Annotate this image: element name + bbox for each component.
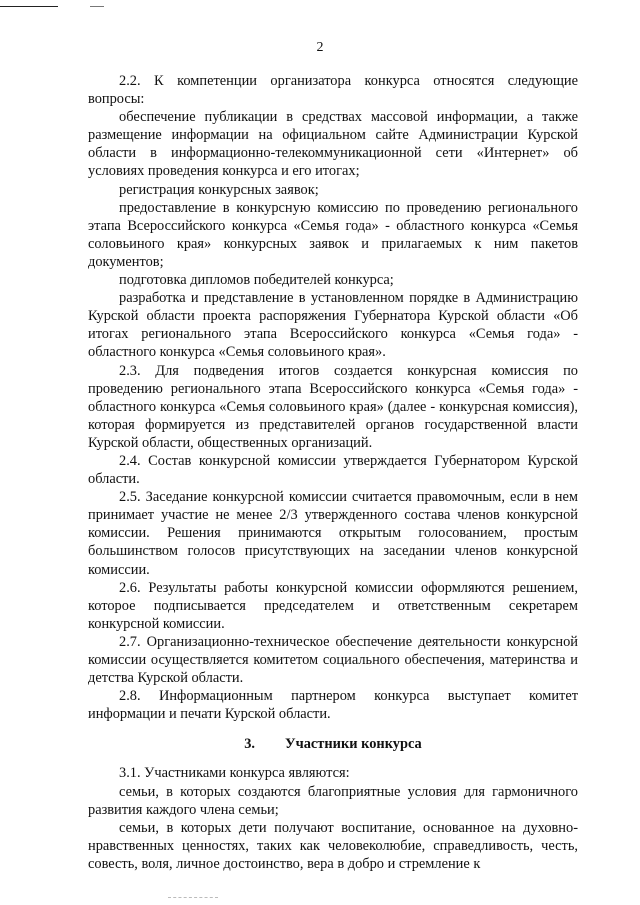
paragraph-2-5: 2.5. Заседание конкурсной комиссии считается правомочным, если в нем принимает участие не менее 2/3 утвержденного состава членов конкурсной комиссии. Решения принимаются открытым голосованием, простым большинством голосов присутствующих на заседании членов конкурсной комиссии.: [88, 489, 578, 578]
page-number: 2: [316, 40, 324, 55]
section-number: 3.: [244, 736, 256, 753]
paragraph-2-2: 2.2. К компетенции организатора конкурса относятся следующие вопросы:: [88, 73, 578, 108]
paragraph-2-4: 2.4. Состав конкурсной комиссии утверждается Губернатором Курской области.: [88, 452, 578, 488]
document-body: [88, 72, 578, 873]
paragraph-duty-decree: разработка и представление в установленном порядке в Администрацию Курской области проекта распоряжения Губернатора Курской области «Об итогах регионального этапа Всероссийского конкурса «Семья года» - областного конкурса «Семья соловьиного края».: [88, 290, 578, 361]
section-title: Участники конкурса: [285, 736, 422, 753]
paragraph-2-6: 2.6. Результаты работы конкурсной комиссии оформляются решением, которое подписывается председателем и ответственным секретарем конкурсной комиссии.: [88, 579, 578, 632]
paragraph-duty-publication: обеспечение публикации в средствах массовой информации, а также размещение информации на официальном сайте Администрации Курской области в информационно-телекоммуникационной сети «Интернет» об условиях проведения конкурса и его итогах;: [88, 109, 578, 180]
paragraph-participants-harmony: семьи, в которых создаются благоприятные условия для гармоничного развития каждого члена семьи;: [88, 783, 578, 818]
section-heading: [88, 735, 578, 753]
paragraph-2-3: 2.3. Для подведения итогов создается конкурсная комиссия по проведению регионального этапа Всероссийского конкурса «Семья года» - областного конкурса «Семья соловьиного края» (далее - конкурсная комиссия), которая формируется из представителей органов государственной власти Курской области, общественных организаций.: [88, 362, 578, 451]
scan-bottom-mark: [168, 897, 218, 898]
paragraph-2-7: 2.7. Организационно-техническое обеспечение деятельности конкурсной комиссии осуществляется комитетом социального обеспечения, материнства и детства Курской области.: [88, 633, 578, 687]
scan-edge-mark-small: [90, 6, 104, 7]
paragraph-duty-registration: регистрация конкурсных заявок;: [119, 181, 319, 198]
paragraph-3-1: 3.1. Участниками конкурса являются:: [119, 765, 350, 782]
scan-edge-mark: [0, 6, 58, 7]
paragraph-participants-values: семьи, в которых дети получают воспитание, основанное на духовно-нравственных ценностях, таких как человеколюбие, справедливость, честь, совесть, воля, личное достоинство, вера в добро и стремление к: [88, 819, 578, 872]
paragraph-duty-submission: предоставление в конкурсную комиссию по проведению регионального этапа Всероссийского конкурса «Семья года» - областного конкурса «Семья соловьиного края» конкурсных заявок и прилагаемых к ним пакетов документов;: [88, 199, 578, 270]
paragraph-duty-diplomas: подготовка дипломов победителей конкурса;: [119, 272, 394, 289]
paragraph-2-8: 2.8. Информационным партнером конкурса выступает комитет информации и печати Курской области.: [88, 688, 578, 723]
